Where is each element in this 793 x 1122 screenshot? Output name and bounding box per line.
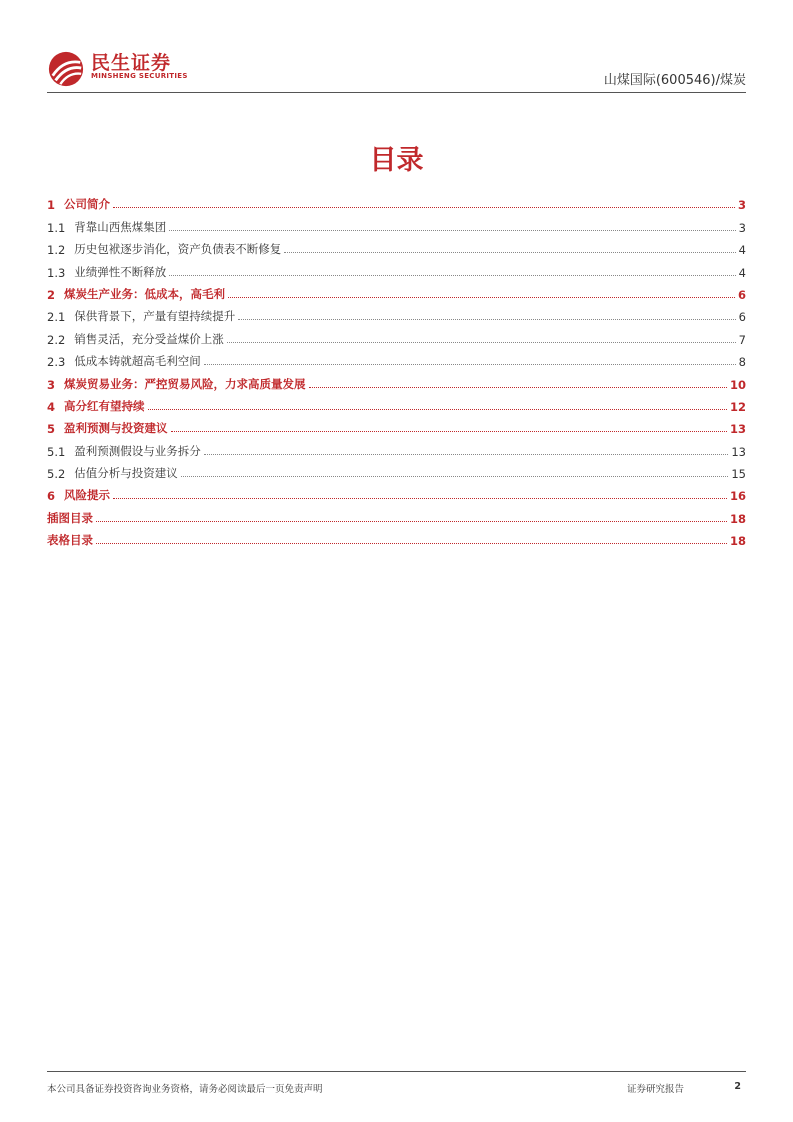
toc-entry[interactable] <box>47 503 746 525</box>
toc-entry-page: 16 <box>729 489 746 504</box>
toc-entry[interactable] <box>47 459 746 481</box>
toc-entry-page: 7 <box>738 332 746 347</box>
toc-dot-leader <box>204 453 729 455</box>
toc-entry-title: 历史包袱逐步消化，资产负债表不断修复 <box>74 242 282 257</box>
footer-report-type: 证券研究报告 <box>626 1084 684 1095</box>
toc-entry-page: 4 <box>738 265 746 280</box>
toc-entry-title: 盈利预测与投资建议 <box>64 421 168 436</box>
toc-entry-title: 风险提示 <box>64 488 111 503</box>
toc-entry[interactable] <box>47 190 746 212</box>
toc-dot-leader <box>227 341 736 343</box>
toc-title: 目录 <box>369 145 424 176</box>
footer-disclaimer: 本公司具备证券投资咨询业务资格，请务必阅读最后一页免责声明 <box>47 1084 323 1095</box>
toc-dot-leader <box>169 229 735 231</box>
toc-entry-number: 5 <box>47 422 56 437</box>
report-tag: 山煤国际(600546)/煤炭 <box>603 73 746 88</box>
toc-dot-leader <box>181 475 729 477</box>
toc-entry-title: 表格目录 <box>47 533 93 548</box>
toc-entry-number: 2 <box>47 287 56 302</box>
toc-entry-number: 3 <box>47 377 56 392</box>
toc-dot-leader <box>113 206 735 208</box>
toc-entry-page: 18 <box>729 534 746 549</box>
toc-entry[interactable] <box>47 302 746 324</box>
toc-entry-page: 6 <box>737 287 746 302</box>
toc-entry-number: 2.3 <box>47 355 66 370</box>
toc-entry-number: 2.1 <box>47 310 66 325</box>
toc-entry-title: 销售灵活，充分受益煤价上涨 <box>74 331 224 346</box>
toc-entry-title: 煤炭生产业务：低成本，高毛利 <box>64 286 226 301</box>
toc-entry[interactable] <box>47 481 746 503</box>
toc-entry-page: 18 <box>729 511 746 526</box>
toc-dot-leader <box>309 386 727 388</box>
toc-entry-page: 13 <box>731 444 746 459</box>
table-of-contents <box>47 190 746 548</box>
page-footer <box>47 1071 746 1102</box>
toc-entry[interactable] <box>47 392 746 414</box>
toc-entry[interactable] <box>47 347 746 369</box>
toc-dot-leader <box>238 318 735 320</box>
toc-entry[interactable] <box>47 324 746 346</box>
brand-name-en: MINSHENG SECURITIES <box>91 72 188 80</box>
toc-entry-number: 1.1 <box>47 220 66 235</box>
toc-entry-title: 公司简介 <box>64 197 111 212</box>
toc-entry-title: 背靠山西焦煤集团 <box>74 219 167 234</box>
toc-entry[interactable] <box>47 369 746 391</box>
toc-entry-page: 8 <box>738 355 746 370</box>
toc-dot-leader <box>169 274 735 276</box>
toc-entry[interactable] <box>47 212 746 234</box>
brand-logo <box>47 44 207 88</box>
toc-entry[interactable] <box>47 414 746 436</box>
brand-logo-icon <box>47 50 85 88</box>
page-header <box>47 44 746 93</box>
toc-entry-number: 4 <box>47 399 56 414</box>
toc-entry-page: 13 <box>729 422 746 437</box>
toc-entry[interactable] <box>47 280 746 302</box>
toc-entry-page: 15 <box>731 467 746 482</box>
toc-dot-leader <box>96 520 727 522</box>
toc-entry-number: 1 <box>47 198 56 213</box>
toc-dot-leader <box>96 542 727 544</box>
toc-entry[interactable] <box>47 235 746 257</box>
toc-dot-leader <box>228 296 735 298</box>
brand-name-cn: 民生证券 <box>91 52 172 74</box>
toc-entry-title: 低成本铸就超高毛利空间 <box>74 354 201 369</box>
toc-entry-page: 10 <box>729 377 746 392</box>
footer-page-number: 2 <box>734 1081 741 1092</box>
toc-entry-number: 2.2 <box>47 332 66 347</box>
toc-entry-page: 3 <box>737 198 746 213</box>
toc-dot-leader <box>171 430 727 432</box>
toc-entry-number: 1.2 <box>47 243 66 258</box>
toc-entry-number: 1.3 <box>47 265 66 280</box>
toc-entry-page: 4 <box>738 243 746 258</box>
toc-entry-number: 6 <box>47 489 56 504</box>
toc-dot-leader <box>204 363 736 365</box>
toc-entry-title: 保供背景下，产量有望持续提升 <box>74 309 236 324</box>
toc-entry-title: 高分红有望持续 <box>64 398 145 413</box>
toc-entry-title: 煤炭贸易业务：严控贸易风险，力求高质量发展 <box>64 376 306 391</box>
toc-entry-title: 估值分析与投资建议 <box>74 466 178 481</box>
toc-dot-leader <box>284 251 735 253</box>
toc-entry-page: 6 <box>738 310 746 325</box>
toc-entry[interactable] <box>47 526 746 548</box>
toc-entry-page: 3 <box>738 220 746 235</box>
toc-dot-leader <box>113 497 727 499</box>
toc-entry-number: 5.1 <box>47 444 66 459</box>
toc-dot-leader <box>148 408 727 410</box>
toc-entry-title: 插图目录 <box>47 510 93 525</box>
toc-entry-title: 业绩弹性不断释放 <box>74 264 167 279</box>
toc-entry-title: 盈利预测假设与业务拆分 <box>74 443 201 458</box>
toc-entry-page: 12 <box>729 399 746 414</box>
toc-entry-number: 5.2 <box>47 467 66 482</box>
toc-entry[interactable] <box>47 257 746 279</box>
toc-entry[interactable] <box>47 436 746 458</box>
